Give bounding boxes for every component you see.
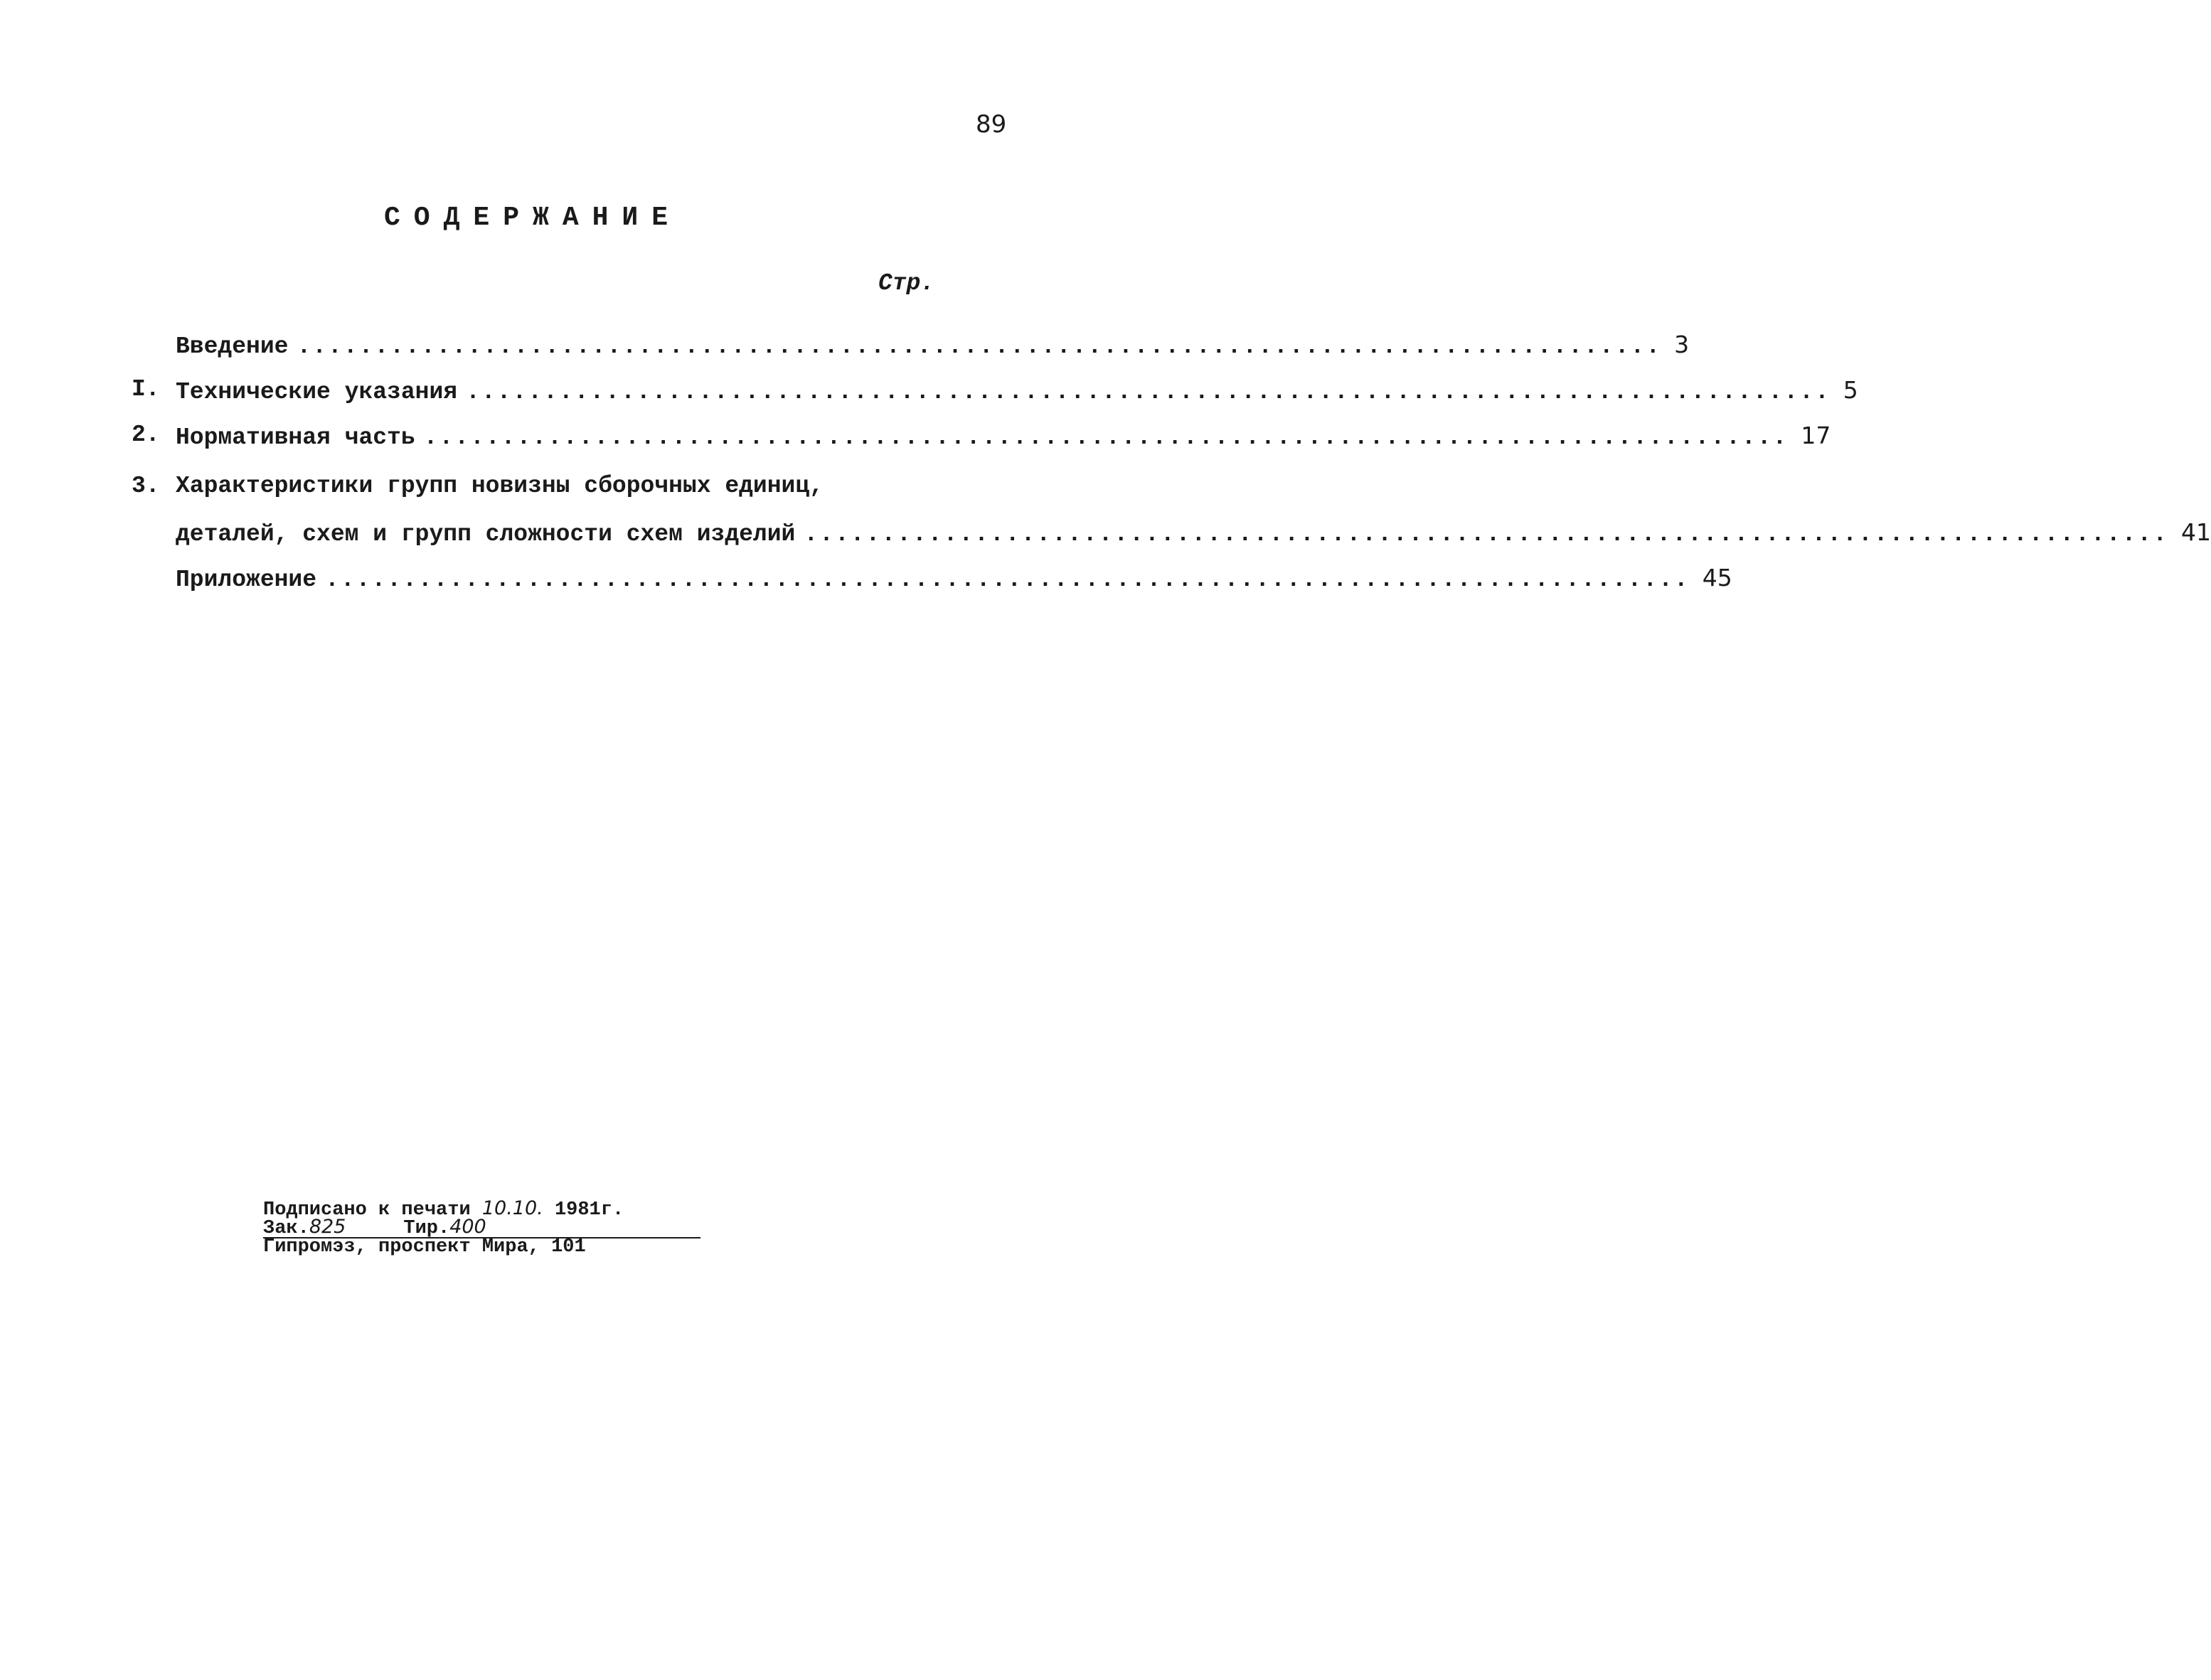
toc-entry-number: 3. — [132, 473, 160, 499]
page-number: 89 — [976, 110, 1007, 139]
imprint-signed-year: 1981г. — [554, 1199, 624, 1221]
imprint-signed-prefix: Подписано к печати — [263, 1199, 471, 1221]
toc-entry-label: Характеристики групп новизны сборочных единиц, — [176, 473, 824, 499]
toc-entry-technical-instructions[interactable] — [124, 376, 1858, 416]
toc-entry-characteristics[interactable] — [124, 473, 928, 513]
toc-entry-label: Введение — [176, 333, 289, 360]
page-title: СОДЕРЖАНИЕ — [384, 203, 682, 233]
imprint-print-run-prefix: Тир. — [403, 1218, 450, 1239]
toc-entry-label: Технические указания — [176, 379, 458, 405]
toc-leader-dots: ........................................................................................ — [466, 379, 1831, 405]
toc-entry-label: Приложение — [176, 567, 317, 593]
imprint-order-number: 825 — [309, 1216, 346, 1238]
toc-leader-dots: ........................................................................................ — [804, 521, 2169, 547]
imprint-signed-date: 10.10. — [481, 1197, 543, 1219]
toc-entry-introduction[interactable] — [124, 331, 1690, 370]
toc-entry-number: 2. — [132, 422, 160, 448]
toc-entry-page: 41 — [2181, 518, 2211, 546]
toc-entry-page: 5 — [1843, 376, 1858, 404]
toc-leader-dots: ........................................................................................ — [297, 333, 1662, 360]
toc-entry-page: 17 — [1801, 422, 1831, 449]
toc-leader-dots: ........................................................................................ — [423, 424, 1789, 451]
toc-entry-characteristics-continued[interactable] — [124, 518, 2211, 558]
toc-entry-normative-part[interactable] — [124, 422, 1831, 461]
imprint-print-run: 400 — [449, 1216, 486, 1238]
toc-entry-page: 45 — [1702, 564, 1732, 592]
page-column-header: Стр. — [878, 270, 935, 296]
toc-entry-label: деталей, схем и групп сложности схем изделий — [176, 521, 796, 547]
imprint-address: Гипромэз, проспект Мира, 101 — [263, 1236, 586, 1258]
toc-entry-label: Нормативная часть — [176, 424, 415, 451]
imprint-order-line — [263, 1216, 700, 1239]
toc-entry-number: I. — [132, 376, 160, 402]
imprint-order-prefix: Зак. — [263, 1218, 309, 1239]
print-imprint — [263, 1197, 700, 1258]
toc-entry-appendix[interactable] — [124, 564, 1732, 604]
toc-entry-page: 3 — [1674, 331, 1690, 358]
toc-leader-dots: ........................................................................................ — [325, 567, 1690, 593]
